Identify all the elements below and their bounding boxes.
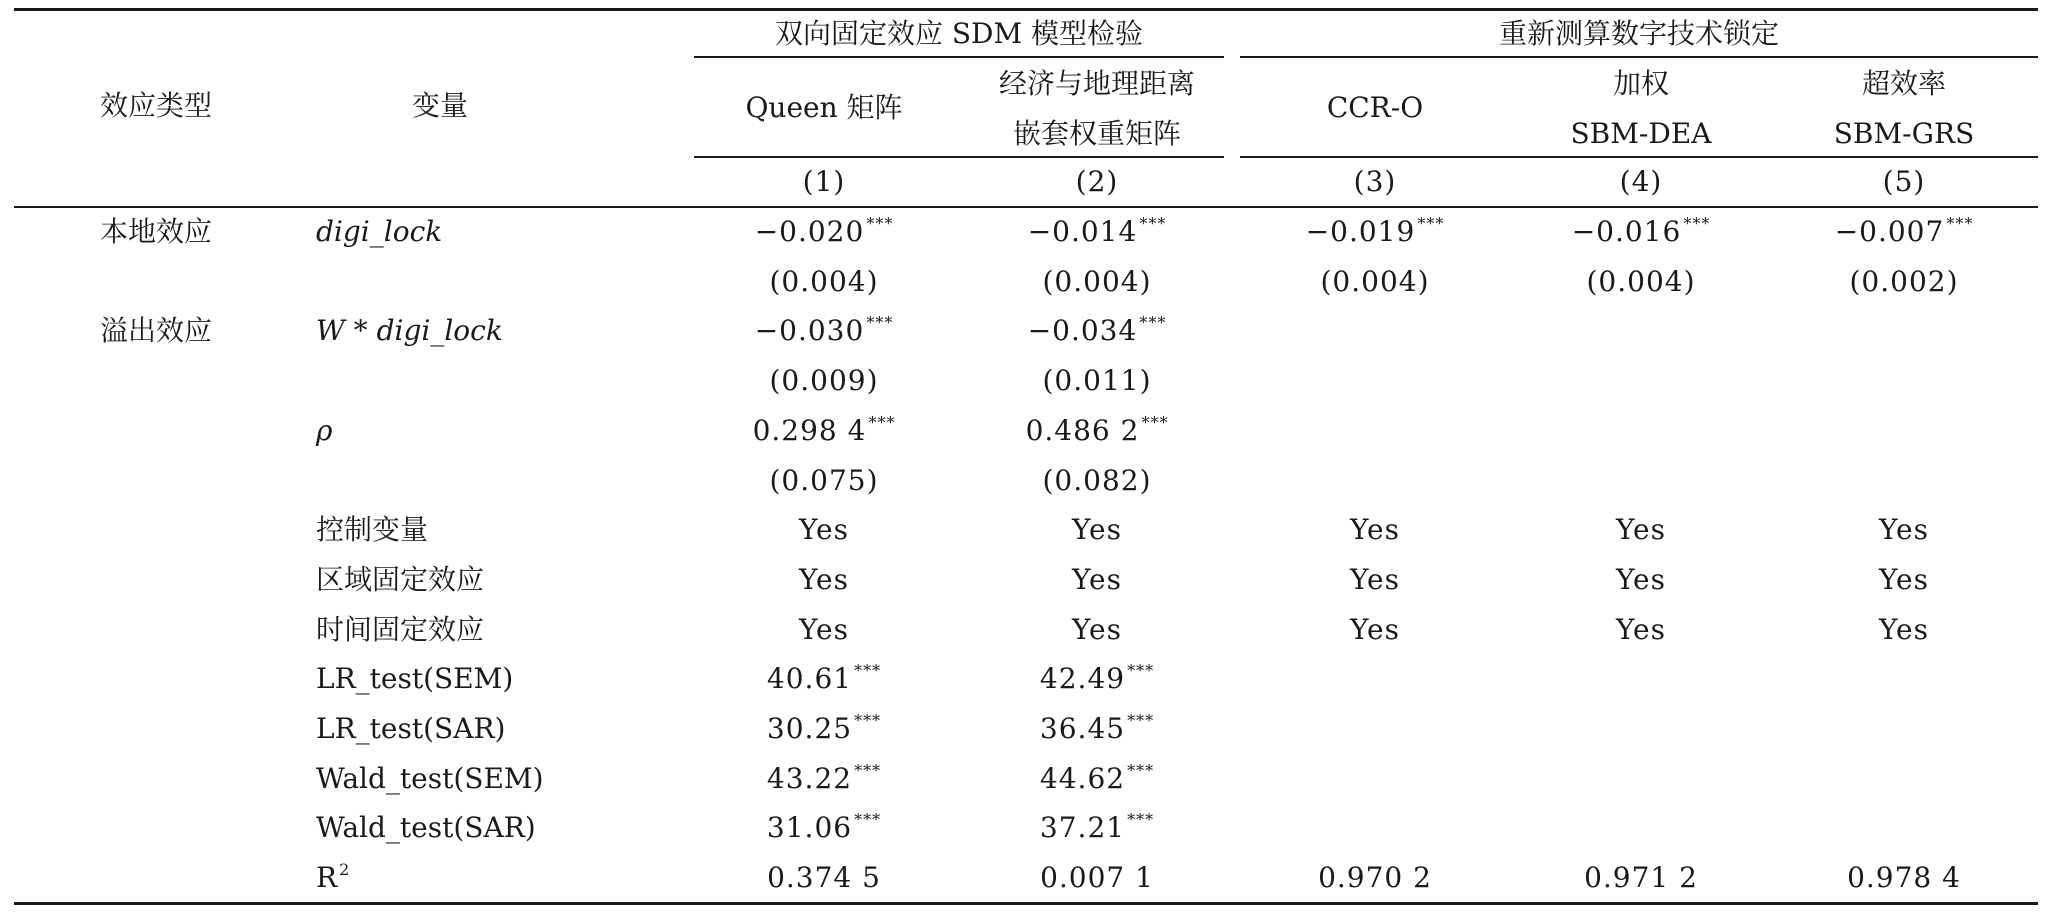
- significance-stars: ***: [854, 661, 882, 680]
- column-number-5: (5): [1882, 165, 1926, 198]
- regression-table: [14, 8, 2038, 906]
- cell-value: Yes: [1879, 513, 1929, 546]
- variable-label: [316, 514, 428, 546]
- table-cell: [1040, 812, 1154, 844]
- variable-name: R: [316, 861, 338, 894]
- cell-value: 0.374 5: [767, 861, 881, 894]
- header-col4-line2: SBM-DEA: [1570, 117, 1712, 150]
- significance-stars: ***: [1127, 711, 1155, 730]
- table-cell: [1042, 465, 1151, 497]
- cell-value: Yes: [1616, 513, 1666, 546]
- cell-value: −0.030: [754, 314, 865, 347]
- cell-value: (0.004): [1586, 265, 1696, 298]
- header-col5-line2: SBM-GRS: [1833, 117, 1975, 150]
- table-cell: [1879, 614, 1929, 646]
- table-cell: [1028, 315, 1167, 347]
- table-cell: [1072, 564, 1122, 596]
- cell-value: Yes: [1072, 513, 1122, 546]
- cell-value: Yes: [799, 613, 849, 646]
- significance-stars: ***: [1141, 413, 1169, 432]
- cell-value: 37.21: [1039, 811, 1126, 844]
- table-cell: [1072, 514, 1122, 546]
- table-cell: [1040, 862, 1154, 894]
- variable-name: LR_test(SEM): [316, 662, 514, 695]
- table-cell: [1318, 862, 1432, 894]
- table-cell: [1042, 365, 1151, 397]
- significance-stars: ***: [1139, 214, 1167, 233]
- significance-stars: ***: [866, 313, 894, 332]
- variable-prefix: W *: [316, 314, 377, 347]
- header-col3: CCR-O: [1326, 91, 1424, 124]
- table-cell: [1072, 614, 1122, 646]
- table-cell: [753, 415, 896, 447]
- cell-value: −0.034: [1027, 314, 1138, 347]
- table-cell: [1040, 663, 1154, 695]
- group1-underline: [694, 56, 1224, 58]
- variable-name: 控制变量: [316, 513, 429, 546]
- table-cell: [1879, 514, 1929, 546]
- table-cell: [1849, 266, 1958, 298]
- bottom-rule: [14, 902, 2038, 905]
- cell-value: 42.49: [1039, 662, 1126, 695]
- variable-name: Wald_test(SAR): [316, 811, 536, 844]
- variable-label: [316, 862, 349, 894]
- column-number-2: (2): [1075, 165, 1119, 198]
- variable-name: digi_lock: [316, 215, 443, 248]
- variable-label: [316, 663, 513, 695]
- column-number-4: (4): [1619, 165, 1663, 198]
- table-cell: [1028, 216, 1167, 248]
- header-col2-line2: 嵌套权重矩阵: [1012, 117, 1182, 150]
- table-cell: [799, 514, 849, 546]
- cell-value: Yes: [1350, 563, 1400, 596]
- significance-stars: ***: [1139, 313, 1167, 332]
- variable-name: 时间固定效应: [316, 613, 485, 646]
- table-cell: [769, 365, 878, 397]
- table-cell: [1879, 564, 1929, 596]
- significance-stars: ***: [866, 214, 894, 233]
- variable-label: [316, 415, 332, 447]
- table-cell: [767, 763, 881, 795]
- cell-value: (0.011): [1042, 364, 1152, 397]
- cell-value: (0.082): [1042, 464, 1152, 497]
- cell-value: Yes: [1616, 613, 1666, 646]
- variable-name: ρ: [316, 414, 333, 447]
- cell-value: Yes: [799, 563, 849, 596]
- header-group-remeasure: 重新测算数字技术锁定: [1498, 17, 1780, 50]
- variable-superscript: 2: [339, 860, 350, 879]
- cell-value: 0.970 2: [1318, 861, 1432, 894]
- significance-stars: ***: [854, 810, 882, 829]
- table-cell: [1616, 614, 1666, 646]
- cell-value: (0.004): [769, 265, 879, 298]
- header-effect-type: 效应类型: [99, 89, 213, 122]
- cell-value: (0.009): [769, 364, 879, 397]
- cell-value: 0.971 2: [1584, 861, 1698, 894]
- cell-value: 36.45: [1039, 712, 1126, 745]
- table-cell: [755, 216, 894, 248]
- header-col4-line1: 加权: [1612, 67, 1670, 100]
- cell-value: 43.22: [766, 762, 853, 795]
- table-cell: [1847, 862, 1961, 894]
- group2-sub-underline: [1240, 156, 2038, 158]
- cell-value: Yes: [1072, 613, 1122, 646]
- column-number-3: (3): [1353, 165, 1397, 198]
- effect-type-label: 溢出效应: [99, 314, 213, 347]
- header-group-sdm: 双向固定效应 SDM 模型检验: [774, 17, 1144, 50]
- variable-name: LR_test(SAR): [316, 712, 506, 745]
- cell-value: 31.06: [766, 811, 853, 844]
- variable-label: [316, 812, 536, 844]
- table-cell: [1616, 564, 1666, 596]
- table-cell: [1040, 713, 1154, 745]
- table-cell: [1350, 614, 1400, 646]
- table-cell: [1320, 266, 1429, 298]
- variable-label: [316, 315, 503, 347]
- table-cell: [1586, 266, 1695, 298]
- table-cell: [799, 614, 849, 646]
- table-cell: [769, 266, 878, 298]
- significance-stars: ***: [1127, 761, 1155, 780]
- significance-stars: ***: [1417, 214, 1445, 233]
- top-rule: [14, 8, 2038, 11]
- table-cell: [1584, 862, 1698, 894]
- cell-value: 0.486 2: [1025, 414, 1140, 447]
- significance-stars: ***: [854, 711, 882, 730]
- significance-stars: ***: [1127, 661, 1155, 680]
- significance-stars: ***: [868, 413, 896, 432]
- table-cell: [1572, 216, 1711, 248]
- header-bottom-rule: [14, 206, 2038, 208]
- table-cell: [1306, 216, 1445, 248]
- table-cell: [1835, 216, 1974, 248]
- table-cell: [767, 713, 881, 745]
- cell-value: Yes: [1072, 563, 1122, 596]
- cell-value: −0.014: [1027, 215, 1138, 248]
- table-cell: [1350, 514, 1400, 546]
- cell-value: −0.020: [754, 215, 865, 248]
- cell-value: (0.004): [1042, 265, 1152, 298]
- variable-label: [316, 713, 505, 745]
- cell-value: −0.019: [1305, 215, 1416, 248]
- table-cell: [767, 812, 881, 844]
- cell-value: (0.002): [1849, 265, 1959, 298]
- header-col1: Queen 矩阵: [745, 91, 903, 124]
- cell-value: 0.298 4: [752, 414, 867, 447]
- table-cell: [1350, 564, 1400, 596]
- table-cell: [1026, 415, 1169, 447]
- column-number-1: (1): [802, 165, 846, 198]
- cell-value: Yes: [1879, 613, 1929, 646]
- variable-label: [316, 614, 484, 646]
- cell-value: −0.007: [1834, 215, 1945, 248]
- variable-label: [316, 763, 544, 795]
- table-cell: [1042, 266, 1151, 298]
- cell-value: Yes: [1350, 613, 1400, 646]
- table-cell: [767, 862, 881, 894]
- significance-stars: ***: [854, 761, 882, 780]
- significance-stars: ***: [1683, 214, 1711, 233]
- significance-stars: ***: [1127, 810, 1155, 829]
- variable-name: digi_lock: [376, 314, 503, 347]
- table-cell: [1616, 514, 1666, 546]
- header-variable: 变量: [411, 89, 469, 122]
- cell-value: −0.016: [1571, 215, 1682, 248]
- table-cell: [1040, 763, 1154, 795]
- variable-label: [316, 564, 484, 596]
- table-cell: [769, 465, 878, 497]
- table-cell: [799, 564, 849, 596]
- variable-name: Wald_test(SEM): [316, 762, 544, 795]
- cell-value: (0.004): [1320, 265, 1430, 298]
- group1-sub-underline: [694, 156, 1224, 158]
- header-col5-line1: 超效率: [1861, 67, 1947, 100]
- cell-value: Yes: [1616, 563, 1666, 596]
- table-cell: [767, 663, 881, 695]
- cell-value: 0.007 1: [1040, 861, 1154, 894]
- significance-stars: ***: [1946, 214, 1974, 233]
- variable-name: 区域固定效应: [316, 563, 485, 596]
- group2-underline: [1240, 56, 2038, 58]
- cell-value: 44.62: [1039, 762, 1126, 795]
- cell-value: 0.978 4: [1847, 861, 1961, 894]
- cell-value: (0.075): [769, 464, 879, 497]
- cell-value: 30.25: [766, 712, 853, 745]
- header-col2-line1: 经济与地理距离: [998, 67, 1196, 100]
- cell-value: 40.61: [766, 662, 853, 695]
- cell-value: Yes: [1350, 513, 1400, 546]
- table-cell: [755, 315, 894, 347]
- cell-value: Yes: [1879, 563, 1929, 596]
- cell-value: Yes: [799, 513, 849, 546]
- variable-label: [316, 216, 442, 248]
- effect-type-label: 本地效应: [99, 215, 213, 248]
